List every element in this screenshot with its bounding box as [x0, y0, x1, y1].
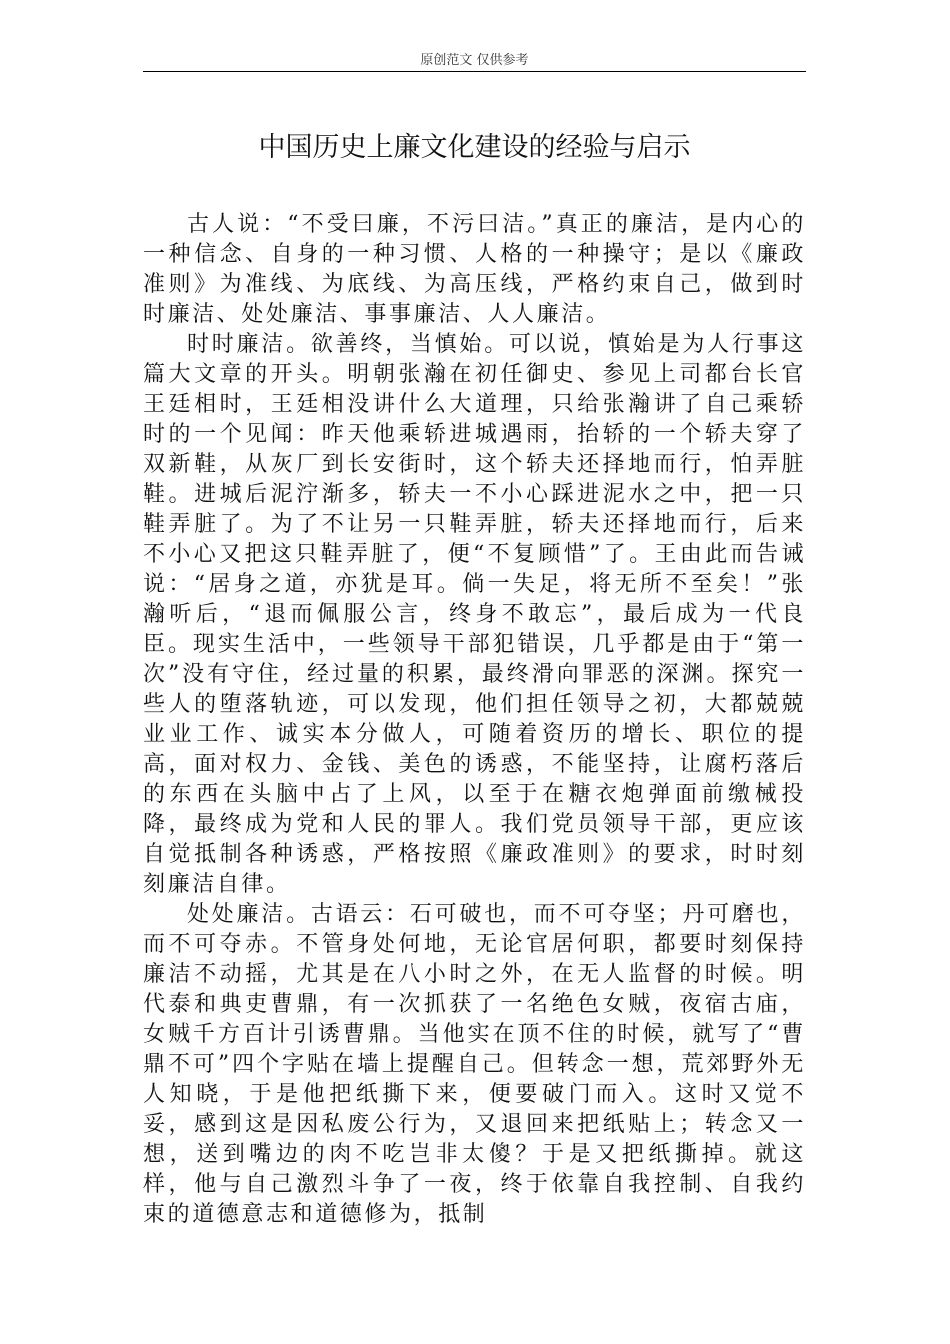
page-header: 原创范文 仅供参考 — [420, 53, 529, 68]
paragraph-always-honest: 时时廉洁。欲善终，当慎始。可以说，慎始是为人行事这篇大文章的开头。明朝张瀚在初任御史、参见上司都台长官王廷相时，王廷相没讲什么大道理，只给张瀚讲了自己乘轿时的一个见闻：昨天他乘轿进城遇雨，抬轿的一个轿夫穿了双新鞋，从灰厂到长安街时，这个轿夫还择地而行，怕弄脏鞋。进城后泥泞渐多，轿夫一不小心踩进泥水之中，把一只鞋弄脏了。为了不让另一只鞋弄脏，轿夫还择地而行，后来不小心又把这只鞋弄脏了，便“不复顾惜”了。王由此而告诫说：“居身之道，亦犹是耳。倘一失足，将无所不至矣！”张瀚听后，“退而佩服公言，终身不敢忘”，最后成为一代良臣。现实生活中，一些领导干部犯错误，几乎都是由于“第一次”没有守住，经过量的积累，最终滑向罪恶的深渊。探究一些人的堕落轨迹，可以发现，他们担任领导之初，大都兢兢业业工作、诚实本分做人，可随着资历的增长、职位的提高，面对权力、金钱、美色的诱惑，不能坚持，让腐朽落后的东西在头脑中占了上风，以至于在糖衣炮弹面前缴械投降，最终成为党和人民的罪人。我们党员领导干部，更应该自觉抵制各种诱惑，严格按照《廉政准则》的要求，时时刻刻廉洁自律。 — [143, 332, 806, 897]
document-title: 中国历史上廉文化建设的经验与启示 — [258, 132, 691, 163]
paragraph-intro: 古人说：“不受曰廉，不污曰洁。”真正的廉洁，是内心的一种信念、自身的一种习惯、人格的一种操守；是以《廉政准则》为准线、为底线、为高压线，严格约束自己，做到时时廉洁、处处廉洁、事事廉洁、人人廉洁。 — [143, 212, 806, 327]
document-body — [143, 210, 806, 1330]
paragraph-everywhere-honest: 处处廉洁。古语云：石可破也，而不可夺坚；丹可磨也，而不可夺赤。不管身处何地，无论官居何职，都要时刻保持廉洁不动摇，尤其是在八小时之外，在无人监督的时候。明代泰和典吏曹鼎，有一次抓获了一名绝色女贼，夜宿古庙，女贼千方百计引诱曹鼎。当他实在顶不住的时候，就写了“曹鼎不可”四个字贴在墙上提醒自己。但转念一想，荒郊野外无人知晓，于是他把纸撕下来，便要破门而入。这时又觉不妥，感到这是因私废公行为，又退回来把纸贴上；转念又一想，送到嘴边的肉不吃岂非太傻？于是又把纸撕掉。就这样，他与自己激烈斗争了一夜，终于依靠自我控制、自我约束的道德意志和道德修为，抵制 — [143, 902, 806, 1227]
header-divider — [143, 71, 806, 72]
